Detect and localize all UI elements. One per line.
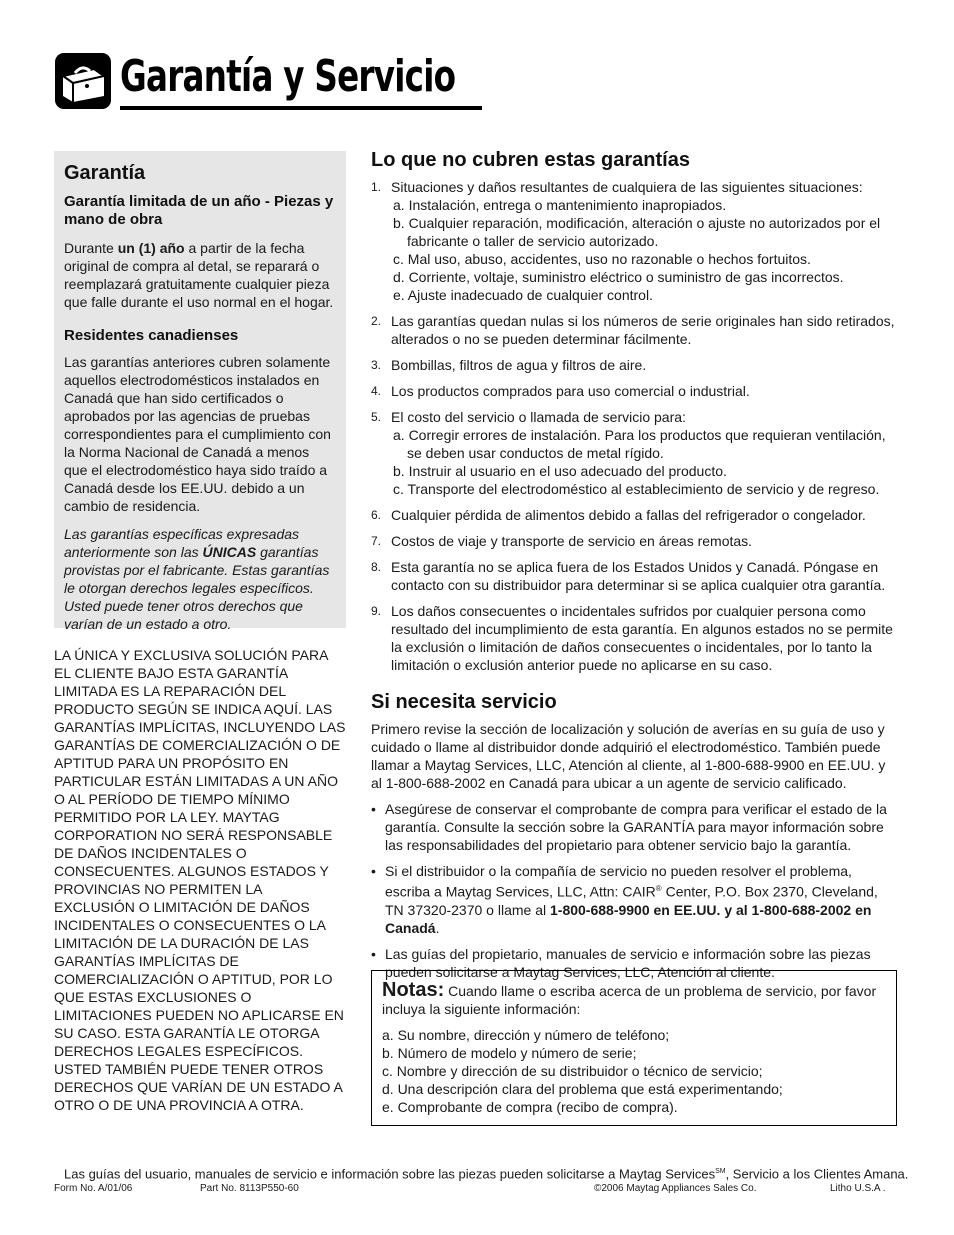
page-header bbox=[54, 51, 456, 114]
bullet2-pre: Si el distribuidor o la compañía de servicio no pueden resolver el problema, escriba a Maytag Services, LLC, Attn: CAIR bbox=[385, 863, 852, 900]
exclusion-text: Costos de viaje y transporte de servicio en áreas remotas. bbox=[391, 533, 753, 549]
warranty-box bbox=[54, 151, 346, 632]
exclusion-number: 4. bbox=[371, 384, 382, 398]
litho: Litho U.S.A . bbox=[830, 1183, 886, 1194]
italic-post: garantías provistas por el fabricante. Estas garantías le otorgan derechos legales específicos. Usted puede tener otros derechos que varían de un estado a otro. bbox=[64, 544, 330, 632]
exclusion-text: Los daños consecuentes o incidentales sufridos por cualquier persona como resultado del incumplimiento de esta garantía. En algunos estados no se permite la exclusión o limitación de daños consecuentes o incidentales, por lo tanto la limitación o exclusión anterior puede no aplicarse en su caso. bbox=[391, 603, 893, 673]
exclusion-item bbox=[371, 356, 898, 374]
service-bullets bbox=[371, 800, 898, 981]
exclusion-item bbox=[371, 602, 898, 674]
bullet2-phone: 1-800-688-9900 en EE.UU. y al 1-800-688-2002 en Canadá bbox=[385, 901, 872, 936]
exclusion-subitem: c. Transporte del electrodoméstico al establecimiento de servicio y de regreso. bbox=[393, 481, 880, 497]
exclusion-number: 6. bbox=[371, 508, 382, 522]
exclusion-item bbox=[371, 178, 898, 304]
exclusion-item bbox=[371, 312, 898, 348]
limited-warranty-heading: Garantía limitada de un año - Piezas y mano de obra bbox=[64, 193, 334, 228]
exclusion-number: 9. bbox=[371, 604, 382, 618]
footer-pre: Las guías del usuario, manuales de servicio e información sobre las piezas pueden solicitarse a Maytag Services bbox=[64, 1166, 716, 1182]
exclusion-text: Esta garantía no se aplica fuera de los Estados Unidos y Canadá. Póngase en contacto con su distribuidor para determinar si se aplica cualquier otra garantía. bbox=[391, 559, 886, 593]
exclusion-subitem: e. Ajuste inadecuado de cualquier control. bbox=[393, 287, 653, 303]
limited-post: a partir de la fecha original de compra al detal, se reparará o reemplazará gratuitamente cualquier pieza que falle durante el uso normal en el hogar. bbox=[64, 240, 334, 310]
italic-pre: Las garantías específicas expresadas anteriormente son las bbox=[64, 526, 300, 560]
exclusion-subitem: b. Cualquier reparación, modificación, alteración o ajuste no autorizados por el fabricante o taller de servicio autorizado. bbox=[393, 215, 881, 249]
exclusion-item bbox=[371, 532, 898, 550]
page-title: Garantía y Servicio bbox=[120, 51, 456, 102]
footer-note bbox=[64, 1164, 909, 1182]
notes-intro-text: Cuando llame o escriba acerca de un problema de servicio, por favor incluya la siguiente información: bbox=[382, 983, 877, 1017]
exclusion-number: 8. bbox=[371, 560, 382, 574]
exclusion-text: Las garantías quedan nulas si los números de serie originales han sido retirados, alterados o no se pueden determinar fácilmente. bbox=[391, 313, 895, 347]
exclusion-text: Los productos comprados para uso comercial o industrial. bbox=[391, 383, 750, 399]
notes-item: a. Su nombre, dirección y número de teléfono; bbox=[382, 1027, 670, 1043]
exclusion-subitems bbox=[391, 426, 898, 498]
exclusion-item bbox=[371, 382, 898, 400]
notes-label: Notas: bbox=[382, 979, 445, 1001]
service-bullet bbox=[371, 862, 898, 937]
exclusion-item bbox=[371, 408, 898, 498]
notes-item: c. Nombre y dirección de su distribuidor o técnico de servicio; bbox=[382, 1063, 763, 1079]
footer-post: , Servicio a los Clientes Amana. bbox=[725, 1166, 909, 1182]
service-bullet: • Asegúrese de conservar el comprobante de compra para verificar el estado de la garantía. Consulte la sección sobre la GARANTÍA para mayor información sobre las responsabilidades del propietario para obtener servicio bajo la garantía. bbox=[371, 800, 898, 854]
exclusion-item bbox=[371, 558, 898, 594]
notes-list bbox=[382, 1026, 886, 1116]
warranty-title: Garantía bbox=[64, 162, 146, 184]
form-number: Form No. A/01/06 bbox=[54, 1183, 133, 1194]
bullet2-end: . bbox=[435, 919, 440, 936]
limited-pre: Durante bbox=[64, 240, 118, 256]
exclusion-text: El costo del servicio o llamada de servicio para: bbox=[391, 409, 686, 425]
limited-bold: un (1) año bbox=[117, 240, 185, 256]
service-intro: Primero revise la sección de localización y solución de averías en su guía de uso y cuidado o llame al distribuidor donde adquirió el electrodoméstico. También puede llamar a Maytag Services, LLC, Atención al cliente, al 1-800-688-9900 en EE.UU. y al 1-800-688-2002 en Canadá para ubicar a un agente de servicio calificado. bbox=[371, 721, 886, 791]
canadian-heading: Residentes canadienses bbox=[64, 327, 239, 344]
exclusion-subitem: c. Mal uso, abuso, accidentes, uso no razonable o hechos fortuitos. bbox=[393, 251, 811, 267]
notes-item: b. Número de modelo y número de serie; bbox=[382, 1045, 637, 1061]
italic-bold: ÚNICAS bbox=[202, 544, 257, 560]
service-section bbox=[371, 690, 898, 989]
notes-box bbox=[371, 970, 897, 1126]
notes-item: d. Una descripción clara del problema que está experimentando; bbox=[382, 1081, 783, 1097]
exclusion-subitem: a. Instalación, entrega o mantenimiento inapropiados. bbox=[393, 197, 727, 213]
service-title: Si necesita servicio bbox=[371, 691, 557, 713]
canadian-text: Las garantías anteriores cubren solamente aquellos electrodomésticos instalados en Canadá que han sido certificados o aprobados por las agencias de pruebas correspondientes para el cumplimiento con la Norma Nacional de Canadá a menos que el electrodoméstico haya sido traído a Canadá desde los EE.UU. debido a un cambio de residencia. bbox=[64, 354, 331, 514]
copyright: ©2006 Maytag Appliances Sales Co. bbox=[594, 1183, 757, 1194]
footer-sup: SM bbox=[715, 1168, 726, 1175]
exclusion-text: Situaciones y daños resultantes de cualquiera de las siguientes situaciones: bbox=[391, 179, 863, 195]
part-number: Part No. 8113P550-60 bbox=[200, 1183, 299, 1194]
exclusion-number: 2. bbox=[371, 314, 382, 328]
registered-mark: ® bbox=[655, 884, 662, 893]
notes-item: e. Comprobante de compra (recibo de compra). bbox=[382, 1099, 678, 1115]
exclusion-number: 5. bbox=[371, 410, 382, 424]
service-bullet: • Las guías del propietario, manuales de servicio e información sobre las piezas pueden solicitarse a Maytag Services, LLC, Atención al cliente. bbox=[371, 945, 898, 981]
exclusion-item bbox=[371, 506, 898, 524]
exclusion-number: 7. bbox=[371, 534, 382, 548]
exclusion-subitems bbox=[391, 196, 898, 304]
legal-disclaimer: LA ÚNICA Y EXCLUSIVA SOLUCIÓN PARA EL CLIENTE BAJO ESTA GARANTÍA LIMITADA ES LA REPARACIÓN DEL PRODUCTO SEGÚN SE INDICA AQUÍ. LAS GARANTÍAS IMPLÍCITAS, INCLUYENDO LAS GARANTÍAS DE COMERCIALIZACIÓN O DE APTITUD PARA UN PROPÓSITO EN PARTICULAR ESTÁN LIMITADAS A UN AÑO O AL PERÍODO DE TIEMPO MÍNIMO PERMITIDO POR LA LEY. MAYTAG CORPORATION NO SERÁ RESPONSABLE DE DAÑOS INCIDENTALES O CONSECUENTES. ALGUNOS ESTADOS Y PROVINCIAS NO PERMITEN LA EXCLUSIÓN O LIMITACIÓN DE DAÑOS INCIDENTALES O CONSECUENTES O LA LIMITACIÓN DE LA DURACIÓN DE LAS GARANTÍAS IMPLÍCITAS DE COMERCIALIZACIÓN O APTITUD, POR LO QUE ESTAS EXCLUSIONES O LIMITACIONES PUEDEN NO APLICARSE EN SU CASO. ESTA GARANTÍA LE OTORGA DERECHOS LEGALES ESPECÍFICOS. USTED TAMBIÉN PUEDE TENER OTROS DERECHOS QUE VARÍAN DE UN ESTADO A OTRO O DE UNA PROVINCIA A OTRA. bbox=[54, 647, 346, 1113]
exclusion-subitem: d. Corriente, voltaje, suministro eléctrico o suministro de gas incorrectos. bbox=[393, 269, 844, 285]
exclusion-text: Cualquier pérdida de alimentos debido a fallas del refrigerador o congelador. bbox=[391, 507, 866, 523]
exclusion-subitem: b. Instruir al usuario en el uso adecuado del producto. bbox=[393, 463, 727, 479]
bullet2-mid: Center, P.O. Box 2370, Cleveland, TN 37320-2370 o llame al bbox=[385, 883, 878, 918]
exclusions-section bbox=[371, 148, 898, 682]
limited-warranty-text bbox=[64, 239, 336, 311]
exclusions-list bbox=[371, 178, 898, 674]
exclusions-title: Lo que no cubren estas garantías bbox=[371, 149, 690, 171]
exclusion-number: 3. bbox=[371, 358, 382, 372]
exclusion-subitem: a. Corregir errores de instalación. Para los productos que requieran ventilación, se deben usar conductos de metal rígido. bbox=[393, 427, 886, 461]
specific-warranties-note bbox=[64, 525, 336, 633]
exclusion-number: 1. bbox=[371, 180, 382, 194]
notes-intro bbox=[382, 981, 886, 1018]
title-underline bbox=[120, 106, 482, 110]
exclusion-text: Bombillas, filtros de agua y filtros de aire. bbox=[391, 357, 647, 373]
toolbox-icon bbox=[54, 52, 112, 110]
